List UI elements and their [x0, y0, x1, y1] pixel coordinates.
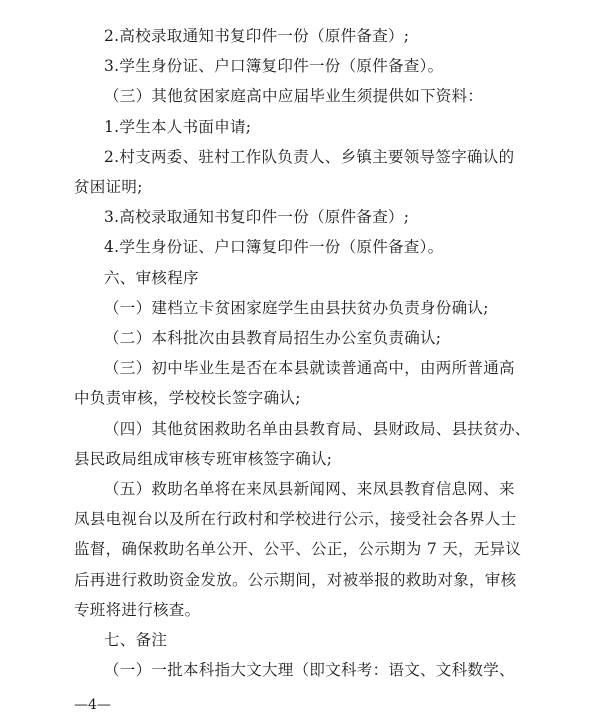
text-line: （四）其他贫困救助名单由县教育局、县财政局、县扶贫办、 [104, 419, 531, 438]
text-line: （三）初中毕业生是否在本县就读普通高中，由两所普通高 [104, 359, 515, 378]
text-line: 凤县电视台以及所在行政村和学校进行公示，接受社会各界人士 [74, 510, 517, 529]
text-line: 县民政局组成审核专班审核签字确认; [74, 449, 333, 468]
text-line: 专班将进行核查。 [74, 600, 201, 619]
text-line: 贫困证明; [74, 178, 143, 196]
text-line: 后再进行救助资金发放。公示期间，对被举报的救助对象，审核 [74, 570, 517, 589]
section-heading: 六、审核程序 [104, 268, 199, 287]
text-line: 2.村支两委、驻村工作队负责人、乡镇主要领导签字确认的 [104, 147, 515, 166]
text-line: （一）建档立卡贫困家庭学生由县扶贫办负责身份确认; [104, 298, 489, 317]
text-line: 2.高校录取通知书复印件一份（原件备查）; [104, 27, 410, 45]
page-number: —4— [74, 697, 111, 713]
text-line: 监督，确保救助名单公开、公平、公正，公示期为 7 天，无异议 [74, 540, 522, 559]
text-line: （三）其他贫困家庭高中应届毕业生须提供如下资料： [104, 87, 484, 106]
text-line: 3.高校录取通知书复印件一份（原件备查）; [104, 208, 410, 227]
text-line: 中负责审核，学校校长签字确认; [74, 389, 301, 408]
text-line: 3.学生身份证、户口簿复印件一份（原件备查）。 [104, 57, 444, 76]
text-line: （五）救助名单将在来凤县新闻网、来凤县教育信息网、来 [104, 480, 515, 498]
text-line: （一）一批本科指大文大理（即文科考：语文、文科数学、 [104, 661, 515, 680]
text-line: （二）本科批次由县教育局招生办公室负责确认; [104, 329, 442, 347]
text-line: 4.学生身份证、户口簿复印件一份（原件备查）。 [104, 238, 444, 257]
section-heading: 七、备注 [104, 631, 168, 649]
text-line: 1.学生本人书面申请; [104, 117, 252, 136]
